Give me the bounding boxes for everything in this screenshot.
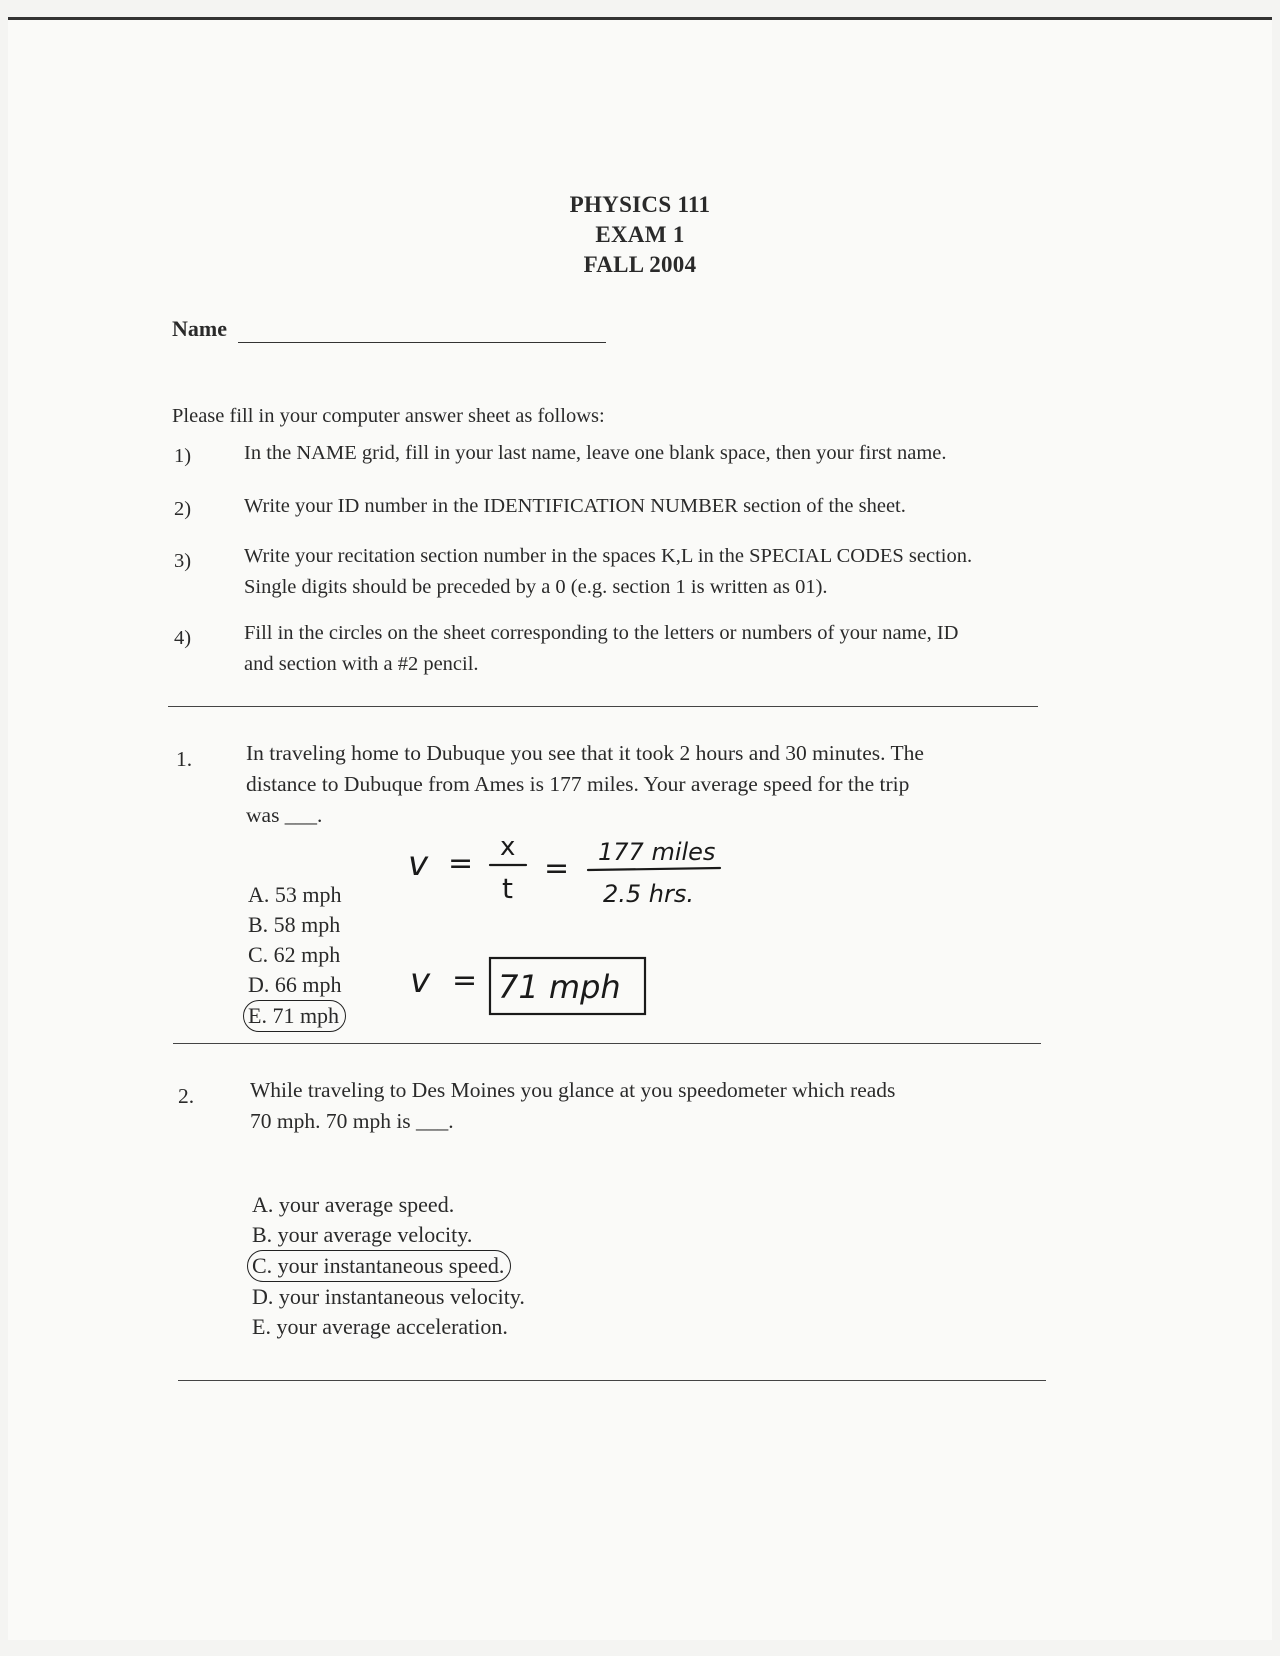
- answer-choice[interactable]: C. 62 mph: [248, 942, 341, 967]
- answer-choice[interactable]: B. 58 mph: [248, 912, 341, 937]
- hand-equals: =: [544, 851, 570, 886]
- hand-v: v: [410, 961, 431, 1001]
- step-line: Write your ID number in the IDENTIFICATION NUMBER section of the sheet.: [244, 495, 906, 517]
- hand-equals: =: [448, 846, 474, 881]
- step-text: [244, 618, 1104, 680]
- question-line: In traveling home to Dubuque you see that it took 2 hours and 30 minutes. The: [246, 741, 924, 765]
- hand-answer: 71 mph: [498, 968, 621, 1006]
- answer-choice[interactable]: B. your average velocity.: [252, 1222, 473, 1247]
- circled-answer: E. 71 mph: [243, 1000, 346, 1032]
- answer-choice[interactable]: D. your instantaneous velocity.: [252, 1284, 525, 1309]
- answer-choice-selected[interactable]: [252, 1250, 525, 1282]
- hand-t: t: [502, 872, 513, 905]
- question-number: 2.: [178, 1084, 195, 1108]
- section-divider: [173, 1043, 1041, 1044]
- step-number: 1): [174, 445, 192, 467]
- step-text: [244, 491, 1104, 522]
- instructions-intro: Please fill in your computer answer sheet as follows:: [172, 405, 605, 427]
- question-line: 70 mph. 70 mph is ___.: [250, 1109, 454, 1133]
- step-line: Write your recitation section number in the spaces K,L in the SPECIAL CODES section.: [244, 545, 973, 567]
- step-line: and section with a #2 pencil.: [244, 653, 479, 675]
- answer-choices: [252, 1190, 525, 1342]
- name-label: Name: [172, 316, 227, 341]
- question-number: 1.: [176, 747, 193, 771]
- exam-page: [8, 20, 1272, 1640]
- answer-choice-selected[interactable]: [248, 1000, 346, 1032]
- name-field-line: [238, 342, 606, 343]
- section-divider: [178, 1380, 1046, 1381]
- question-line: distance to Dubuque from Ames is 177 miles. Your average speed for the trip: [246, 772, 910, 796]
- question-line: was ___.: [246, 803, 323, 827]
- course-title: PHYSICS 111: [569, 192, 711, 217]
- answer-choice[interactable]: D. 66 mph: [248, 972, 342, 997]
- question-text: [250, 1075, 1070, 1137]
- exam-header: [8, 190, 1272, 280]
- step-line: Single digits should be preceded by a 0 (e.g. section 1 is written as 01).: [244, 576, 828, 598]
- answer-choice[interactable]: A. your average speed.: [252, 1192, 455, 1217]
- hand-denominator: 2.5 hrs.: [603, 880, 695, 908]
- step-number: 3): [174, 550, 192, 572]
- exam-title: EXAM 1: [595, 222, 685, 247]
- hand-v: v: [408, 844, 429, 884]
- question-line: While traveling to Des Moines you glance at you speedometer which reads: [250, 1078, 896, 1102]
- handwritten-work: [398, 820, 758, 1020]
- exam-term: FALL 2004: [583, 252, 697, 277]
- answer-choice[interactable]: E. your average acceleration.: [252, 1314, 508, 1339]
- hand-x: x: [500, 832, 516, 862]
- step-line: Fill in the circles on the sheet corresponding to the letters or numbers of your name, ID: [244, 622, 959, 644]
- hand-fraction-bar: [588, 868, 720, 870]
- step-number: 2): [174, 498, 192, 520]
- section-divider: [168, 706, 1038, 707]
- question-text: [246, 738, 1066, 831]
- circled-answer: C. your instantaneous speed.: [247, 1250, 511, 1282]
- hand-numerator: 177 miles: [598, 838, 716, 866]
- step-line: In the NAME grid, fill in your last name, leave one blank space, then your first name.: [244, 442, 947, 464]
- step-text: [244, 541, 1104, 603]
- answer-choices: [248, 880, 346, 1032]
- hand-equals: =: [452, 963, 478, 998]
- step-text: [244, 438, 1104, 469]
- answer-choice[interactable]: A. 53 mph: [248, 882, 342, 907]
- step-number: 4): [174, 627, 192, 649]
